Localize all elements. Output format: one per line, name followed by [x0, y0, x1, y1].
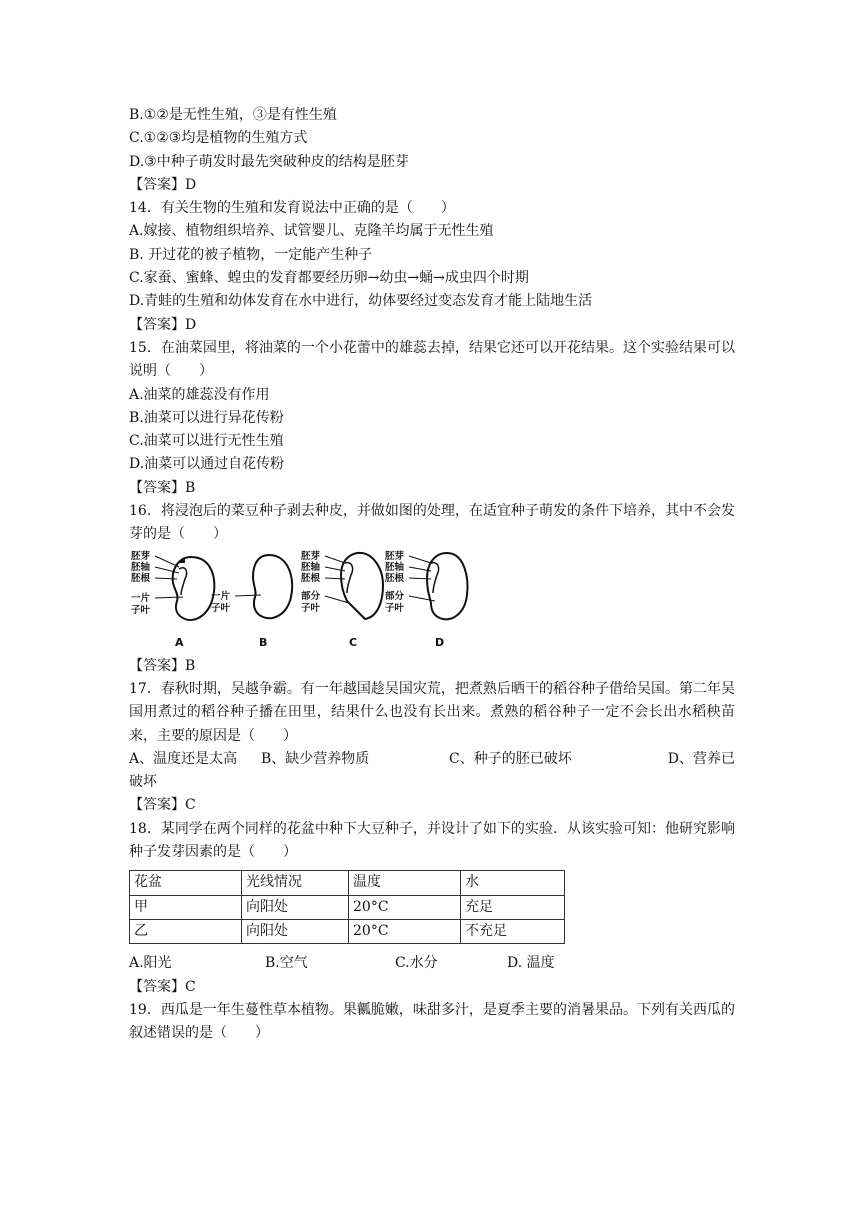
figure-letter-d: D	[435, 635, 445, 649]
label-radicle-d: 胚根	[385, 572, 405, 584]
q13-option-c: C.①②③均是植物的生殖方式	[129, 130, 308, 147]
table-header-row	[130, 871, 565, 895]
label-cotyledon-b-2: 子叶	[211, 602, 231, 614]
table-cell: 20°C	[349, 895, 461, 919]
q15-answer: 【答案】B	[129, 479, 196, 496]
label-cotyledon-b-1: 一片	[211, 590, 231, 602]
table-cell: 不充足	[461, 919, 565, 943]
label-cotyledon-c-2: 子叶	[301, 602, 321, 614]
q17-option-a: A、温度还是太高	[129, 750, 238, 767]
table-cell: 向阳处	[242, 895, 349, 919]
table-header-light: 光线情况	[242, 871, 349, 895]
q18-option-a: A.阳光	[129, 955, 172, 972]
q17-option-d: D、营养已	[667, 750, 735, 767]
q14-option-d: D.青蛙的生殖和幼体发育在水中进行，幼体要经过变态发育才能上陆地生活	[129, 293, 593, 310]
table-header-pot: 花盆	[130, 871, 242, 895]
table-cell: 20°C	[349, 919, 461, 943]
q15-option-b: B.油菜可以进行异花传粉	[129, 409, 284, 426]
q18-option-d: D. 温度	[507, 955, 555, 972]
label-radicle-a: 胚根	[131, 572, 151, 584]
q17-answer: 【答案】C	[129, 797, 196, 814]
q13-answer: 【答案】D	[129, 176, 197, 193]
q16-stem: 16．将浸泡后的菜豆种子剥去种皮，并做如图的处理，在适宜种子萌发的条件下培养，其中不会发芽的是（ ）	[129, 503, 735, 543]
seed-figure	[129, 549, 735, 649]
label-radicle-c: 胚根	[301, 572, 321, 584]
seed-a-drawing	[129, 549, 219, 629]
label-cotyledon-d-2: 子叶	[385, 602, 405, 614]
experiment-table	[129, 870, 565, 944]
label-hypocotyl-c: 胚轴	[301, 561, 321, 573]
figure-letter-c: C	[349, 635, 358, 649]
q14-option-a: A.嫁接、植物组织培养、试管婴儿、克隆羊均属于无性生殖	[129, 223, 494, 240]
seed-c-drawing	[299, 549, 389, 629]
q14-answer: 【答案】D	[129, 316, 197, 333]
table-cell: 甲	[130, 895, 242, 919]
label-cotyledon-d-1: 部分	[385, 590, 405, 602]
q17-option-c: C、种子的胚已破坏	[449, 750, 572, 767]
table-row	[130, 919, 565, 943]
seed-b-drawing	[209, 549, 299, 629]
label-plumule-a: 胚芽	[131, 550, 151, 562]
q15-stem: 15．在油菜园里，将油菜的一个小花蕾中的雄蕊去掉，结果它还可以开花结果。这个实验结果可以说明（ ）	[129, 339, 735, 380]
q13-option-d: D.③中种子萌发时最先突破种皮的结构是胚芽	[129, 153, 409, 170]
label-hypocotyl-d: 胚轴	[385, 561, 405, 573]
q17-stem: 17．春秋时期，吴越争霸。有一年越国趁吴国灾荒，把煮熟后晒干的稻谷种子借给吴国。第二年吴国用煮过的稻谷种子播在田里，结果什么也没有长出来。煮熟的稻谷种子一定不会长出水稻秧苗来，主要的原因是（ ）	[129, 680, 735, 744]
q14-option-c: C.家蚕、蜜蜂、蝗虫的发育都要经历卵→幼虫→蛹→成虫四个时期	[129, 270, 529, 287]
seed-diagram-d	[383, 549, 473, 649]
label-cotyledon-c-1: 部分	[301, 590, 321, 602]
seed-diagram-c	[299, 549, 389, 649]
q16-answer: 【答案】B	[129, 657, 196, 674]
figure-letter-a: A	[175, 635, 184, 649]
figure-letter-b: B	[259, 635, 268, 649]
table-row	[130, 895, 565, 919]
q18-option-c: C.水分	[395, 955, 438, 972]
seed-d-drawing	[383, 549, 473, 629]
seed-diagram-a	[129, 549, 219, 649]
table-header-water: 水	[461, 871, 565, 895]
q15-option-c: C.油菜可以进行无性生殖	[129, 433, 284, 450]
label-hypocotyl-a: 胚轴	[131, 561, 151, 573]
label-cotyledon-a-1: 一片	[131, 592, 151, 604]
q19-stem: 19．西瓜是一年生蔓性草本植物。果瓤脆嫩，味甜多汁，是夏季主要的消暑果品。下列有关西瓜的叙述错误的是（ ）	[129, 1001, 735, 1042]
q18-options	[129, 952, 735, 975]
q15-option-a: A.油菜的雄蕊没有作用	[129, 386, 270, 403]
q15-option-d: D.油菜可以通过自花传粉	[129, 456, 285, 473]
q17-option-b: B、缺少营养物质	[261, 750, 370, 767]
q14-option-b: B. 开过花的被子植物，一定能产生种子	[129, 246, 373, 263]
q14-stem: 14．有关生物的生殖和发育说法中正确的是（ ）	[129, 200, 455, 217]
q17-option-d-continued: 破坏	[129, 774, 157, 791]
seed-diagram-b	[209, 549, 299, 649]
label-cotyledon-a-2: 子叶	[131, 604, 151, 616]
q17-options	[129, 748, 735, 771]
q18-answer: 【答案】C	[129, 978, 196, 995]
label-plumule-d: 胚芽	[385, 550, 405, 562]
table-cell: 充足	[461, 895, 565, 919]
q18-stem: 18．某同学在两个同样的花盆中种下大豆种子，并设计了如下的实验．从该实验可知：他研究影响种子发芽因素的是（ ）	[129, 820, 735, 861]
label-plumule-c: 胚芽	[301, 550, 321, 562]
table-cell: 乙	[130, 919, 242, 943]
table-header-temperature: 温度	[349, 871, 461, 895]
question-content	[129, 104, 735, 1045]
q18-option-b: B.空气	[265, 955, 308, 972]
q13-option-b: B.①②是无性生殖，③是有性生殖	[129, 107, 337, 123]
table-cell: 向阳处	[242, 919, 349, 943]
